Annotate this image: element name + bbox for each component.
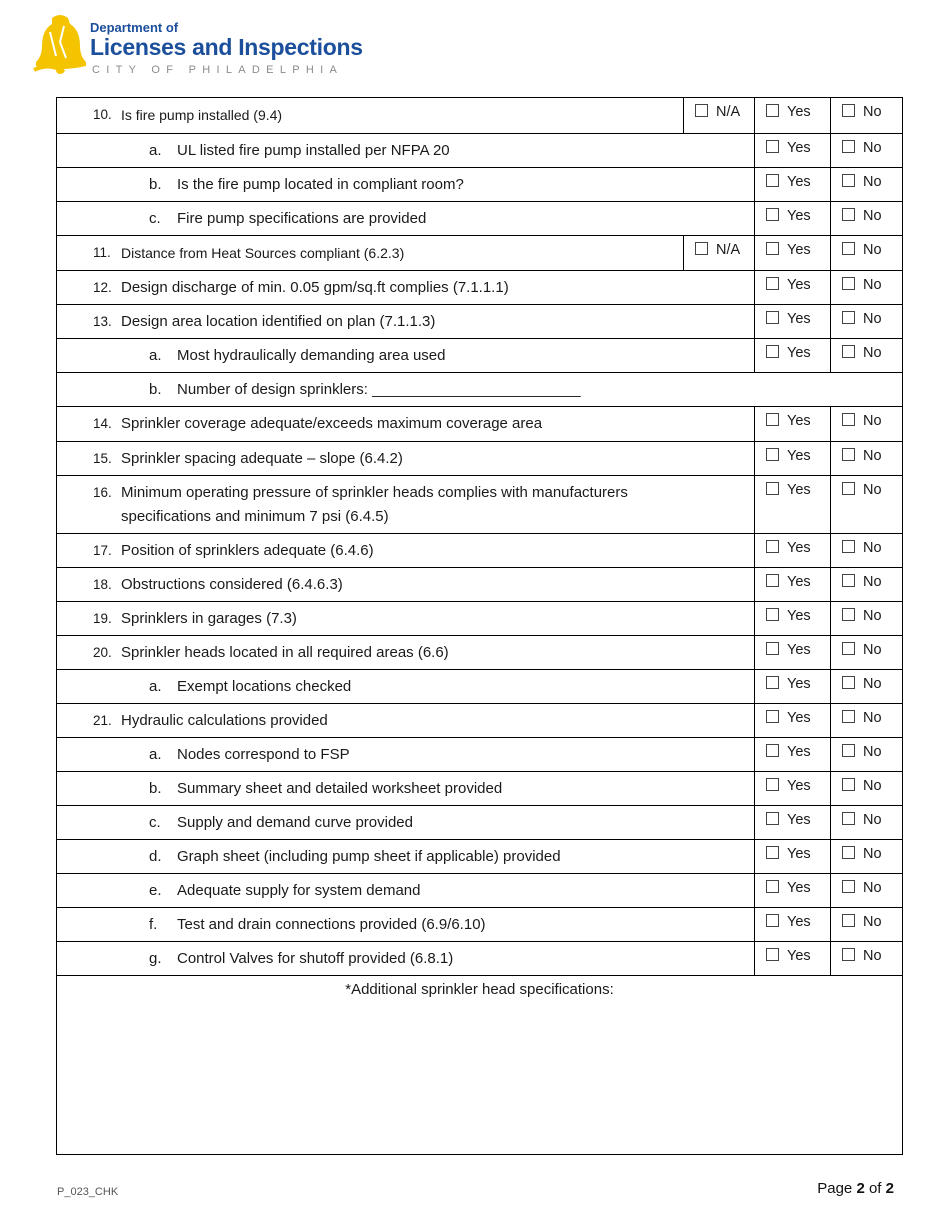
page-number xyxy=(817,1180,894,1197)
checklist-body xyxy=(57,98,903,1155)
no-checkbox[interactable] xyxy=(842,277,855,290)
checklist-row xyxy=(57,704,903,738)
item-text: Summary sheet and detailed worksheet provided xyxy=(177,780,503,797)
item-text: Test and drain connections provided (6.9/6.10) xyxy=(177,916,486,933)
item-number: a. xyxy=(149,142,162,159)
checklist-row xyxy=(57,874,903,908)
checklist-row xyxy=(57,202,903,236)
no-label: No xyxy=(863,345,882,361)
item-text: Is the fire pump located in compliant room? xyxy=(177,176,464,193)
question-cell xyxy=(57,738,755,772)
no-label: No xyxy=(863,413,882,429)
no-checkbox[interactable] xyxy=(842,948,855,961)
yes-label: Yes xyxy=(787,608,811,624)
yes-option-cell xyxy=(755,636,831,670)
yes-label: Yes xyxy=(787,242,811,258)
no-option-cell xyxy=(831,840,903,874)
item-text: Position of sprinklers adequate (6.4.6) xyxy=(121,542,374,559)
item-number: g. xyxy=(149,950,162,967)
no-label: No xyxy=(863,846,882,862)
item-number: 14. xyxy=(93,416,112,431)
yes-option-cell xyxy=(755,908,831,942)
question-cell xyxy=(57,602,755,636)
item-number: 21. xyxy=(93,713,112,728)
question-cell xyxy=(57,339,755,373)
item-text: Nodes correspond to FSP xyxy=(177,746,350,763)
no-label: No xyxy=(863,778,882,794)
checklist-row xyxy=(57,602,903,636)
no-label: No xyxy=(863,242,882,258)
item-number: f. xyxy=(149,916,158,933)
checklist-row xyxy=(57,772,903,806)
yes-label: Yes xyxy=(787,174,811,190)
question-cell xyxy=(57,476,755,534)
yes-checkbox[interactable] xyxy=(766,914,779,927)
item-text: Design discharge of min. 0.05 gpm/sq.ft complies (7.1.1.1) xyxy=(121,279,509,296)
no-label: No xyxy=(863,642,882,658)
yes-option-cell xyxy=(755,98,831,134)
no-checkbox[interactable] xyxy=(842,413,855,426)
yes-option-cell xyxy=(755,407,831,442)
yes-label: Yes xyxy=(787,710,811,726)
no-option-cell xyxy=(831,236,903,271)
yes-option-cell xyxy=(755,738,831,772)
no-label: No xyxy=(863,311,882,327)
checklist-row xyxy=(57,271,903,305)
no-label: No xyxy=(863,880,882,896)
item-number: b. xyxy=(149,780,162,797)
yes-option-cell xyxy=(755,602,831,636)
yes-option-cell xyxy=(755,568,831,602)
no-checkbox[interactable] xyxy=(842,345,855,358)
checklist-row xyxy=(57,942,903,976)
yes-label: Yes xyxy=(787,642,811,658)
yes-label: Yes xyxy=(787,345,811,361)
no-checkbox[interactable] xyxy=(842,574,855,587)
no-option-cell xyxy=(831,602,903,636)
no-label: No xyxy=(863,448,882,464)
item-number: 15. xyxy=(93,451,112,466)
na-label: N/A xyxy=(716,104,741,120)
item-number: a. xyxy=(149,347,162,364)
item-number: 16. xyxy=(93,485,112,500)
checklist-row xyxy=(57,806,903,840)
yes-label: Yes xyxy=(787,140,811,156)
page-label: Page xyxy=(817,1180,853,1197)
yes-option-cell xyxy=(755,772,831,806)
no-checkbox[interactable] xyxy=(842,642,855,655)
item-text: Distance from Heat Sources compliant (6.2.3) xyxy=(121,245,405,261)
item-text: Sprinkler heads located in all required areas (6.6) xyxy=(121,644,449,661)
yes-checkbox[interactable] xyxy=(766,948,779,961)
item-number: 13. xyxy=(93,314,112,329)
checklist-row xyxy=(57,442,903,476)
yes-checkbox[interactable] xyxy=(766,345,779,358)
item-number: b. xyxy=(149,176,162,193)
no-option-cell xyxy=(831,305,903,339)
yes-checkbox[interactable] xyxy=(766,574,779,587)
no-option-cell xyxy=(831,271,903,305)
yes-label: Yes xyxy=(787,676,811,692)
no-label: No xyxy=(863,140,882,156)
no-checkbox[interactable] xyxy=(842,744,855,757)
no-checkbox[interactable] xyxy=(842,140,855,153)
no-option-cell xyxy=(831,670,903,704)
form-code: P_023_CHK xyxy=(57,1186,119,1198)
checklist-row xyxy=(57,670,903,704)
yes-checkbox[interactable] xyxy=(766,676,779,689)
no-option-cell xyxy=(831,636,903,670)
question-cell xyxy=(57,202,755,236)
yes-label: Yes xyxy=(787,413,811,429)
yes-option-cell xyxy=(755,874,831,908)
yes-checkbox[interactable] xyxy=(766,277,779,290)
yes-option-cell xyxy=(755,442,831,476)
item-number: 19. xyxy=(93,611,112,626)
question-cell xyxy=(57,168,755,202)
na-checkbox[interactable] xyxy=(695,104,708,117)
checklist-row xyxy=(57,236,903,271)
yes-label: Yes xyxy=(787,846,811,862)
yes-checkbox[interactable] xyxy=(766,880,779,893)
yes-option-cell xyxy=(755,236,831,271)
question-cell xyxy=(57,670,755,704)
yes-checkbox[interactable] xyxy=(766,778,779,791)
no-option-cell xyxy=(831,942,903,976)
item-text: Adequate supply for system demand xyxy=(177,882,421,899)
no-checkbox[interactable] xyxy=(842,676,855,689)
yes-checkbox[interactable] xyxy=(766,608,779,621)
item-text: Control Valves for shutoff provided (6.8.1) xyxy=(177,950,454,967)
item-number: c. xyxy=(149,814,161,831)
item-number: 11. xyxy=(93,245,111,260)
department-logo xyxy=(30,10,370,80)
question-cell xyxy=(57,636,755,670)
na-option-cell xyxy=(684,236,755,271)
item-number: 18. xyxy=(93,577,112,592)
no-checkbox[interactable] xyxy=(842,812,855,825)
yes-option-cell xyxy=(755,476,831,534)
question-cell xyxy=(57,772,755,806)
yes-checkbox[interactable] xyxy=(766,744,779,757)
additional-specs-row xyxy=(57,976,903,1155)
yes-checkbox[interactable] xyxy=(766,846,779,859)
no-checkbox[interactable] xyxy=(842,174,855,187)
question-cell xyxy=(57,534,755,568)
no-checkbox[interactable] xyxy=(842,846,855,859)
no-option-cell xyxy=(831,874,903,908)
yes-option-cell xyxy=(755,202,831,236)
checklist-row xyxy=(57,568,903,602)
question-cell xyxy=(57,568,755,602)
page-of: of xyxy=(868,1180,882,1197)
no-label: No xyxy=(863,914,882,930)
item-text: Sprinkler spacing adequate – slope (6.4.2) xyxy=(121,450,403,467)
yes-checkbox[interactable] xyxy=(766,140,779,153)
yes-option-cell xyxy=(755,704,831,738)
checklist-row xyxy=(57,476,903,534)
item-text: Supply and demand curve provided xyxy=(177,814,413,831)
logo-line-department: Department of xyxy=(90,20,179,35)
question-cell xyxy=(57,271,755,305)
yes-option-cell xyxy=(755,534,831,568)
no-option-cell xyxy=(831,704,903,738)
no-label: No xyxy=(863,744,882,760)
yes-option-cell xyxy=(755,670,831,704)
liberty-bell-icon xyxy=(30,12,88,78)
item-number: 10. xyxy=(93,107,112,122)
checklist-row xyxy=(57,373,903,407)
yes-checkbox[interactable] xyxy=(766,208,779,221)
no-checkbox[interactable] xyxy=(842,448,855,461)
item-number: 17. xyxy=(93,543,112,558)
item-number: c. xyxy=(149,210,161,227)
no-checkbox[interactable] xyxy=(842,242,855,255)
yes-label: Yes xyxy=(787,311,811,327)
question-cell xyxy=(57,840,755,874)
no-label: No xyxy=(863,174,882,190)
additional-specs-label: *Additional sprinkler head specifications: xyxy=(345,981,614,998)
page-total: 2 xyxy=(885,1180,894,1197)
checklist-row xyxy=(57,738,903,772)
question-cell xyxy=(57,908,755,942)
no-checkbox[interactable] xyxy=(842,880,855,893)
yes-option-cell xyxy=(755,806,831,840)
yes-option-cell xyxy=(755,840,831,874)
item-text: Sprinklers in garages (7.3) xyxy=(121,610,297,627)
no-option-cell xyxy=(831,738,903,772)
item-number: a. xyxy=(149,746,162,763)
yes-label: Yes xyxy=(787,574,811,590)
item-number: e. xyxy=(149,882,162,899)
yes-checkbox[interactable] xyxy=(766,540,779,553)
yes-checkbox[interactable] xyxy=(766,311,779,324)
no-label: No xyxy=(863,812,882,828)
question-cell xyxy=(57,134,755,168)
no-option-cell xyxy=(831,772,903,806)
no-label: No xyxy=(863,676,882,692)
no-option-cell xyxy=(831,476,903,534)
no-label: No xyxy=(863,208,882,224)
no-option-cell xyxy=(831,568,903,602)
yes-label: Yes xyxy=(787,104,811,120)
item-text: Number of design sprinklers: _________________________ xyxy=(177,381,581,398)
item-text: UL listed fire pump installed per NFPA 20 xyxy=(177,142,450,159)
yes-label: Yes xyxy=(787,812,811,828)
no-label: No xyxy=(863,608,882,624)
no-option-cell xyxy=(831,908,903,942)
yes-option-cell xyxy=(755,134,831,168)
logo-line-licenses: Licenses and Inspections xyxy=(90,34,363,60)
item-number: b. xyxy=(149,381,162,398)
yes-checkbox[interactable] xyxy=(766,104,779,117)
yes-option-cell xyxy=(755,305,831,339)
no-checkbox[interactable] xyxy=(842,710,855,723)
yes-label: Yes xyxy=(787,208,811,224)
question-cell xyxy=(57,236,684,271)
yes-label: Yes xyxy=(787,744,811,760)
no-checkbox[interactable] xyxy=(842,778,855,791)
page-current: 2 xyxy=(856,1180,865,1197)
question-cell xyxy=(57,442,755,476)
yes-checkbox[interactable] xyxy=(766,413,779,426)
no-label: No xyxy=(863,277,882,293)
checklist-table xyxy=(56,97,903,1155)
yes-checkbox[interactable] xyxy=(766,174,779,187)
question-cell xyxy=(57,407,755,442)
item-text: Exempt locations checked xyxy=(177,678,352,695)
yes-label: Yes xyxy=(787,880,811,896)
item-number: a. xyxy=(149,678,162,695)
checklist-row xyxy=(57,339,903,373)
yes-checkbox[interactable] xyxy=(766,448,779,461)
yes-label: Yes xyxy=(787,448,811,464)
yes-label: Yes xyxy=(787,948,811,964)
item-number: d. xyxy=(149,848,162,865)
no-checkbox[interactable] xyxy=(842,482,855,495)
checklist-row xyxy=(57,305,903,339)
yes-checkbox[interactable] xyxy=(766,710,779,723)
no-checkbox[interactable] xyxy=(842,608,855,621)
item-text: Hydraulic calculations provided xyxy=(121,712,328,729)
no-label: No xyxy=(863,104,882,120)
question-cell xyxy=(57,373,903,407)
question-cell xyxy=(57,704,755,738)
question-cell xyxy=(57,874,755,908)
yes-label: Yes xyxy=(787,778,811,794)
item-text: Graph sheet (including pump sheet if applicable) provided xyxy=(177,848,561,865)
checklist-row xyxy=(57,636,903,670)
question-cell xyxy=(57,98,684,134)
yes-option-cell xyxy=(755,339,831,373)
no-option-cell xyxy=(831,202,903,236)
checklist-row xyxy=(57,407,903,442)
no-option-cell xyxy=(831,407,903,442)
yes-label: Yes xyxy=(787,482,811,498)
no-option-cell xyxy=(831,168,903,202)
no-option-cell xyxy=(831,339,903,373)
checklist-row xyxy=(57,534,903,568)
no-checkbox[interactable] xyxy=(842,914,855,927)
checklist-row xyxy=(57,168,903,202)
additional-specs-field[interactable] xyxy=(57,976,903,1155)
no-checkbox[interactable] xyxy=(842,311,855,324)
no-label: No xyxy=(863,540,882,556)
yes-option-cell xyxy=(755,168,831,202)
checklist-row xyxy=(57,840,903,874)
question-cell xyxy=(57,305,755,339)
item-text: Sprinkler coverage adequate/exceeds maximum coverage area xyxy=(121,415,543,432)
item-text: Obstructions considered (6.4.6.3) xyxy=(121,576,343,593)
yes-checkbox[interactable] xyxy=(766,642,779,655)
yes-checkbox[interactable] xyxy=(766,482,779,495)
item-text: Is fire pump installed (9.4) xyxy=(121,107,283,123)
question-cell xyxy=(57,806,755,840)
yes-checkbox[interactable] xyxy=(766,812,779,825)
checklist-row xyxy=(57,908,903,942)
na-option-cell xyxy=(684,98,755,134)
yes-option-cell xyxy=(755,942,831,976)
logo-line-city: CITY OF PHILADELPHIA xyxy=(92,64,344,76)
yes-label: Yes xyxy=(787,277,811,293)
no-option-cell xyxy=(831,806,903,840)
yes-label: Yes xyxy=(787,540,811,556)
no-option-cell xyxy=(831,98,903,134)
item-text: Minimum operating pressure of sprinkler heads complies with manufacturers specifications and minimum 7 psi (6.4.5) xyxy=(121,484,628,525)
no-option-cell xyxy=(831,534,903,568)
no-option-cell xyxy=(831,442,903,476)
no-option-cell xyxy=(831,134,903,168)
no-label: No xyxy=(863,710,882,726)
item-text: Design area location identified on plan (7.1.1.3) xyxy=(121,313,436,330)
yes-option-cell xyxy=(755,271,831,305)
question-cell xyxy=(57,942,755,976)
item-number: 20. xyxy=(93,645,112,660)
yes-label: Yes xyxy=(787,914,811,930)
item-text: Most hydraulically demanding area used xyxy=(177,347,446,364)
no-label: No xyxy=(863,948,882,964)
yes-checkbox[interactable] xyxy=(766,242,779,255)
item-text: Fire pump specifications are provided xyxy=(177,210,427,227)
no-checkbox[interactable] xyxy=(842,104,855,117)
no-label: No xyxy=(863,574,882,590)
no-label: No xyxy=(863,482,882,498)
item-number: 12. xyxy=(93,280,112,295)
na-checkbox[interactable] xyxy=(695,242,708,255)
na-label: N/A xyxy=(716,242,741,258)
checklist-row xyxy=(57,98,903,134)
no-checkbox[interactable] xyxy=(842,208,855,221)
no-checkbox[interactable] xyxy=(842,540,855,553)
checklist-row xyxy=(57,134,903,168)
